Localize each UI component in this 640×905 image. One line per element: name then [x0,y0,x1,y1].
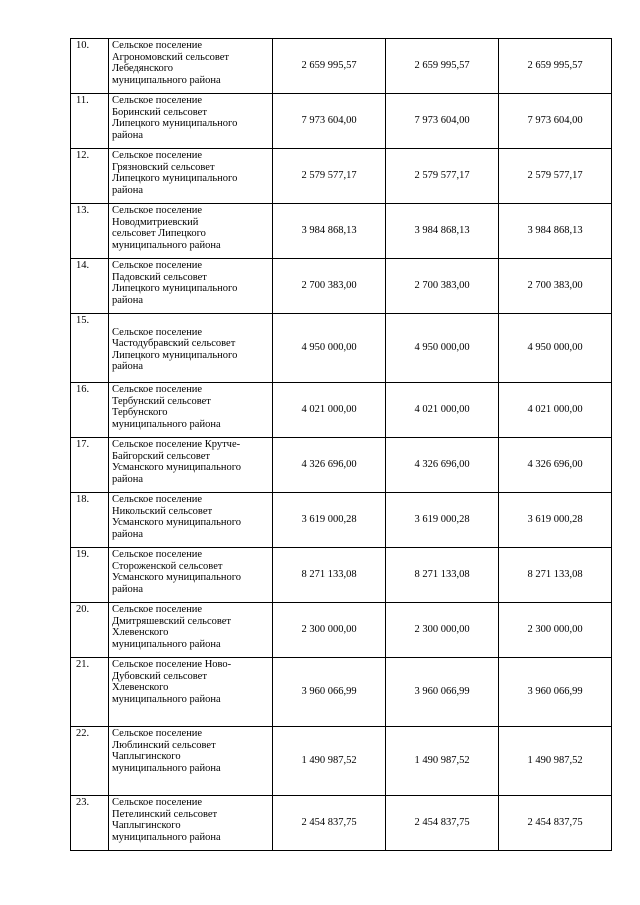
amount-cell-1: 4 021 000,00 [273,383,386,438]
row-number: 23. [71,796,109,851]
amount-cell-3: 8 271 133,08 [499,548,612,603]
settlement-name-line: Агрономовский сельсовет [112,51,230,63]
amount-cell-1: 4 326 696,00 [273,438,386,493]
settlement-name-line: сельсовет Липецкого [112,228,206,240]
table-row [71,94,612,149]
settlement-name-cell [109,39,273,94]
settlement-name-line: Грязновский сельсовет [112,161,215,173]
settlement-name-line: Чаплыгинского [112,751,181,763]
settlement-name-line: Сельское поселение [112,205,203,216]
amount-cell-1: 4 950 000,00 [273,314,386,383]
table-row [71,493,612,548]
table-row [71,603,612,658]
amount-cell-1: 3 960 066,99 [273,658,386,727]
row-number: 20. [71,603,109,658]
settlement-name-cell [109,259,273,314]
settlement-name-line: Байгорский сельсовет [112,450,211,462]
table-row [71,204,612,259]
row-number: 19. [71,548,109,603]
settlement-name-line: района [112,184,144,196]
row-number: 12. [71,149,109,204]
settlement-name-cell [109,796,273,851]
settlement-name-line: района [112,129,144,141]
amount-cell-2: 2 700 383,00 [386,259,499,314]
table-body [71,39,612,851]
amount-cell-3: 4 021 000,00 [499,383,612,438]
settlements-table [70,38,612,851]
amount-cell-1: 1 490 987,52 [273,727,386,796]
amount-cell-1: 3 619 000,28 [273,493,386,548]
settlement-name-line: Сельское поселение [112,150,203,161]
settlement-name-line: Липецкого муниципального [112,283,238,295]
row-number: 11. [71,94,109,149]
settlement-name-line: Сельское поселение [112,95,203,106]
settlement-name-line: Петелинский сельсовет [112,808,218,820]
settlement-name-cell [109,727,273,796]
settlement-name-line: Никольский сельсовет [112,505,213,517]
settlement-name-line: муниципального района [112,693,221,705]
settlement-name-line: Сельское поселение Крутче- [112,439,241,450]
settlement-name-cell [109,149,273,204]
settlement-name-line: Сельское поселение [112,260,203,271]
amount-cell-1: 7 973 604,00 [273,94,386,149]
settlement-name-line: Лебедянского [112,63,174,75]
amount-cell-1: 2 700 383,00 [273,259,386,314]
settlement-name-line: Сельское поселение [112,797,203,808]
amount-cell-3: 4 326 696,00 [499,438,612,493]
settlement-name-line: Дмитряшевский сельсовет [112,615,232,627]
amount-cell-2: 2 579 577,17 [386,149,499,204]
settlement-name-cell [109,314,273,383]
settlement-name-line: Чаплыгинского [112,820,181,832]
settlement-name-line: Хлевенского [112,682,169,694]
amount-cell-2: 3 619 000,28 [386,493,499,548]
settlement-name-line: Хлевенского [112,627,169,639]
amount-cell-3: 2 300 000,00 [499,603,612,658]
amount-cell-1: 3 984 868,13 [273,204,386,259]
settlement-name-line: Дубовский сельсовет [112,670,207,682]
settlement-name-line: района [112,361,144,373]
amount-cell-2: 2 659 995,57 [386,39,499,94]
settlement-name-cell [109,603,273,658]
table-row [71,727,612,796]
table-row [71,796,612,851]
amount-cell-3: 2 579 577,17 [499,149,612,204]
settlement-name-line: Частодубравский сельсовет [112,338,236,350]
settlement-name-line: Сельское поселение [112,40,203,51]
settlement-name-line: Липецкого муниципального [112,118,238,130]
settlement-name-line: муниципального района [112,239,221,251]
amount-cell-2: 2 454 837,75 [386,796,499,851]
table-row [71,314,612,383]
table-row [71,658,612,727]
row-number: 21. [71,658,109,727]
amount-cell-1: 2 300 000,00 [273,603,386,658]
settlement-name-line: Падовский сельсовет [112,271,207,283]
amount-cell-2: 7 973 604,00 [386,94,499,149]
settlement-name-line: Усманского муниципального [112,517,242,529]
settlement-name-cell [109,94,273,149]
amount-cell-2: 3 984 868,13 [386,204,499,259]
table-row [71,149,612,204]
settlement-name-line: Люблинский сельсовет [112,739,216,751]
row-number: 10. [71,39,109,94]
settlement-name-cell [109,493,273,548]
settlement-name-line: Сельское поселение Ново- [112,659,232,670]
row-number: 22. [71,727,109,796]
settlement-name-line: Боринский сельсовет [112,106,207,118]
settlement-name-line: Новодмитриевский [112,216,199,228]
amount-cell-3: 2 700 383,00 [499,259,612,314]
amount-cell-2: 3 960 066,99 [386,658,499,727]
row-number: 14. [71,259,109,314]
settlement-name-line: Сельское поселение [112,384,203,395]
settlement-name-line: района [112,528,144,540]
settlement-name-cell [109,438,273,493]
settlement-name-cell [109,548,273,603]
amount-cell-1: 8 271 133,08 [273,548,386,603]
amount-cell-3: 3 960 066,99 [499,658,612,727]
settlement-name-line: муниципального района [112,418,221,430]
amount-cell-2: 2 300 000,00 [386,603,499,658]
settlement-name-line: Усманского муниципального [112,462,242,474]
table-row [71,383,612,438]
row-number: 15. [71,314,109,383]
amount-cell-2: 8 271 133,08 [386,548,499,603]
amount-cell-3: 7 973 604,00 [499,94,612,149]
settlement-name-line: Сельское поселение [112,549,203,560]
settlement-name-line [112,315,270,327]
amount-cell-3: 4 950 000,00 [499,314,612,383]
settlement-name-line: Усманского муниципального [112,572,242,584]
settlement-name-cell [109,658,273,727]
settlement-name-line: Сельское поселение [112,728,203,739]
amount-cell-2: 1 490 987,52 [386,727,499,796]
table-row [71,438,612,493]
settlement-name-line: Сельское поселение [112,326,203,338]
amount-cell-3: 2 659 995,57 [499,39,612,94]
settlement-name-line: Липецкого муниципального [112,173,238,185]
amount-cell-3: 3 984 868,13 [499,204,612,259]
settlement-name-cell [109,383,273,438]
settlement-name-line: Стороженской сельсовет [112,560,223,572]
amount-cell-1: 2 579 577,17 [273,149,386,204]
settlement-name-line: Липецкого муниципального [112,349,238,361]
amount-cell-1: 2 454 837,75 [273,796,386,851]
amount-cell-1: 2 659 995,57 [273,39,386,94]
row-number: 13. [71,204,109,259]
amount-cell-2: 4 950 000,00 [386,314,499,383]
settlement-name-line: района [112,583,144,595]
table-row [71,548,612,603]
row-number: 17. [71,438,109,493]
table-row [71,259,612,314]
settlement-name-line: муниципального района [112,74,221,86]
settlement-name-line: муниципального района [112,831,221,843]
settlement-name-line: района [112,294,144,306]
settlement-name-line: района [112,473,144,485]
settlement-name-line: Сельское поселение [112,494,203,505]
row-number: 16. [71,383,109,438]
amount-cell-3: 2 454 837,75 [499,796,612,851]
table-row [71,39,612,94]
amount-cell-3: 1 490 987,52 [499,727,612,796]
settlement-name-line: муниципального района [112,762,221,774]
amount-cell-2: 4 021 000,00 [386,383,499,438]
settlement-name-line: Тербунского [112,407,168,419]
settlement-name-line: Сельское поселение [112,604,203,615]
settlement-name-cell [109,204,273,259]
amount-cell-2: 4 326 696,00 [386,438,499,493]
row-number: 18. [71,493,109,548]
settlement-name-line: муниципального района [112,638,221,650]
amount-cell-3: 3 619 000,28 [499,493,612,548]
settlement-name-line: Тербунский сельсовет [112,395,211,407]
